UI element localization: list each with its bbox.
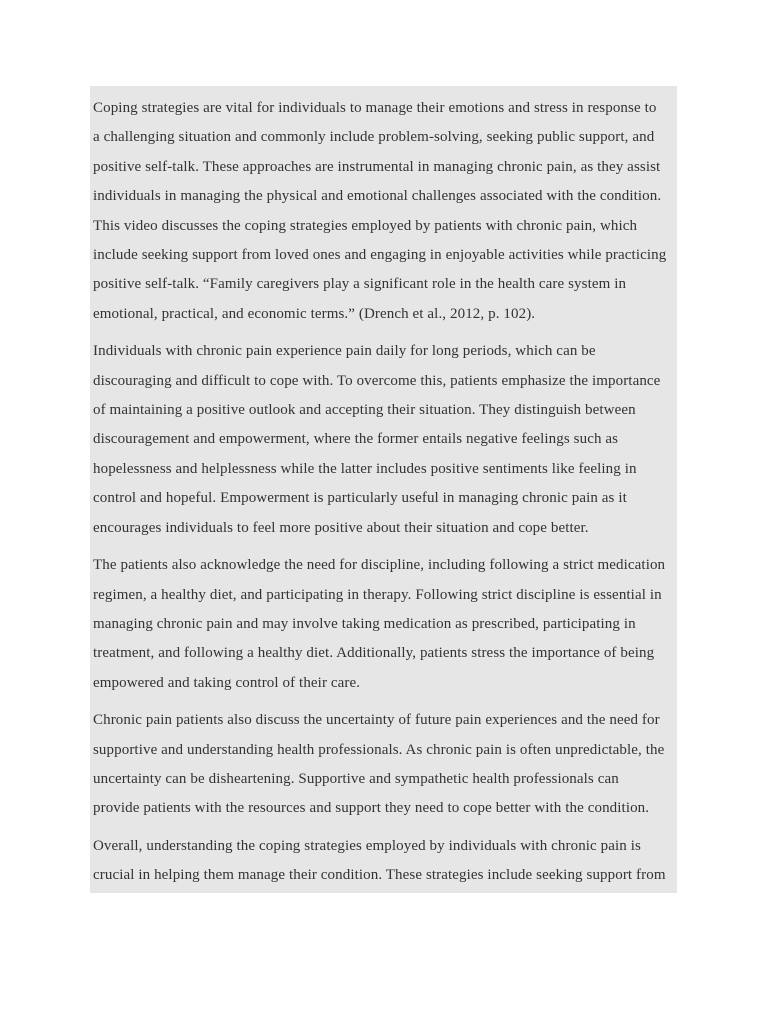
text-line: This video discusses the coping strategies employed by patients with chronic pain, which — [93, 217, 638, 234]
text-line: empowered and taking control of their care. — [93, 674, 361, 691]
text-line: positive self-talk. “Family caregivers play a significant role in the health care system in — [93, 276, 627, 293]
text-line: include seeking support from loved ones and engaging in enjoyable activities while practicing — [93, 247, 667, 264]
text-line: uncertainty can be disheartening. Supportive and sympathetic health professionals can — [93, 770, 619, 787]
text-line: treatment, and following a healthy diet. Additionally, patients stress the importance of being — [93, 645, 655, 662]
text-line: hopelessness and helplessness while the latter includes positive sentiments like feeling in — [93, 460, 637, 477]
text-line: discouraging and difficult to cope with. To overcome this, patients emphasize the importance — [93, 372, 661, 389]
text-line: individuals in managing the physical and emotional challenges associated with the condition. — [93, 188, 662, 205]
text-line: managing chronic pain and may involve taking medication as prescribed, participating in — [93, 615, 636, 632]
text-line: regimen, a healthy diet, and participating in therapy. Following strict discipline is essential in — [93, 586, 662, 603]
text-line: of maintaining a positive outlook and accepting their situation. They distinguish between — [93, 402, 636, 419]
text-line: encourages individuals to feel more positive about their situation and cope better. — [93, 519, 589, 536]
paragraph — [93, 551, 677, 698]
text-line: provide patients with the resources and support they need to cope better with the condition. — [93, 800, 650, 817]
document-text-block — [90, 86, 677, 893]
paragraph — [93, 832, 677, 891]
paragraph — [93, 337, 677, 543]
text-line: supportive and understanding health professionals. As chronic pain is often unpredictable, the — [93, 741, 665, 758]
text-line: The patients also acknowledge the need for discipline, including following a strict medication — [93, 557, 666, 574]
paragraph — [93, 94, 677, 329]
text-line: a challenging situation and commonly include problem-solving, seeking public support, and — [93, 129, 655, 146]
text-line: discouragement and empowerment, where the former entails negative feelings such as — [93, 431, 619, 448]
text-line: Individuals with chronic pain experience pain daily for long periods, which can be — [93, 343, 596, 360]
text-line: positive self-talk. These approaches are instrumental in managing chronic pain, as they assist — [93, 158, 661, 175]
paragraph — [93, 706, 677, 824]
text-line: Overall, understanding the coping strategies employed by individuals with chronic pain is — [93, 837, 641, 854]
text-line: Coping strategies are vital for individuals to manage their emotions and stress in response to — [93, 100, 657, 116]
text-line: Chronic pain patients also discuss the uncertainty of future pain experiences and the need for — [93, 712, 660, 729]
text-line: control and hopeful. Empowerment is particularly useful in managing chronic pain as it — [93, 490, 627, 507]
text-line: emotional, practical, and economic terms.” (Drench et al., 2012, p. 102). — [93, 305, 536, 322]
text-line: crucial in helping them manage their condition. These strategies include seeking support from — [93, 867, 666, 884]
